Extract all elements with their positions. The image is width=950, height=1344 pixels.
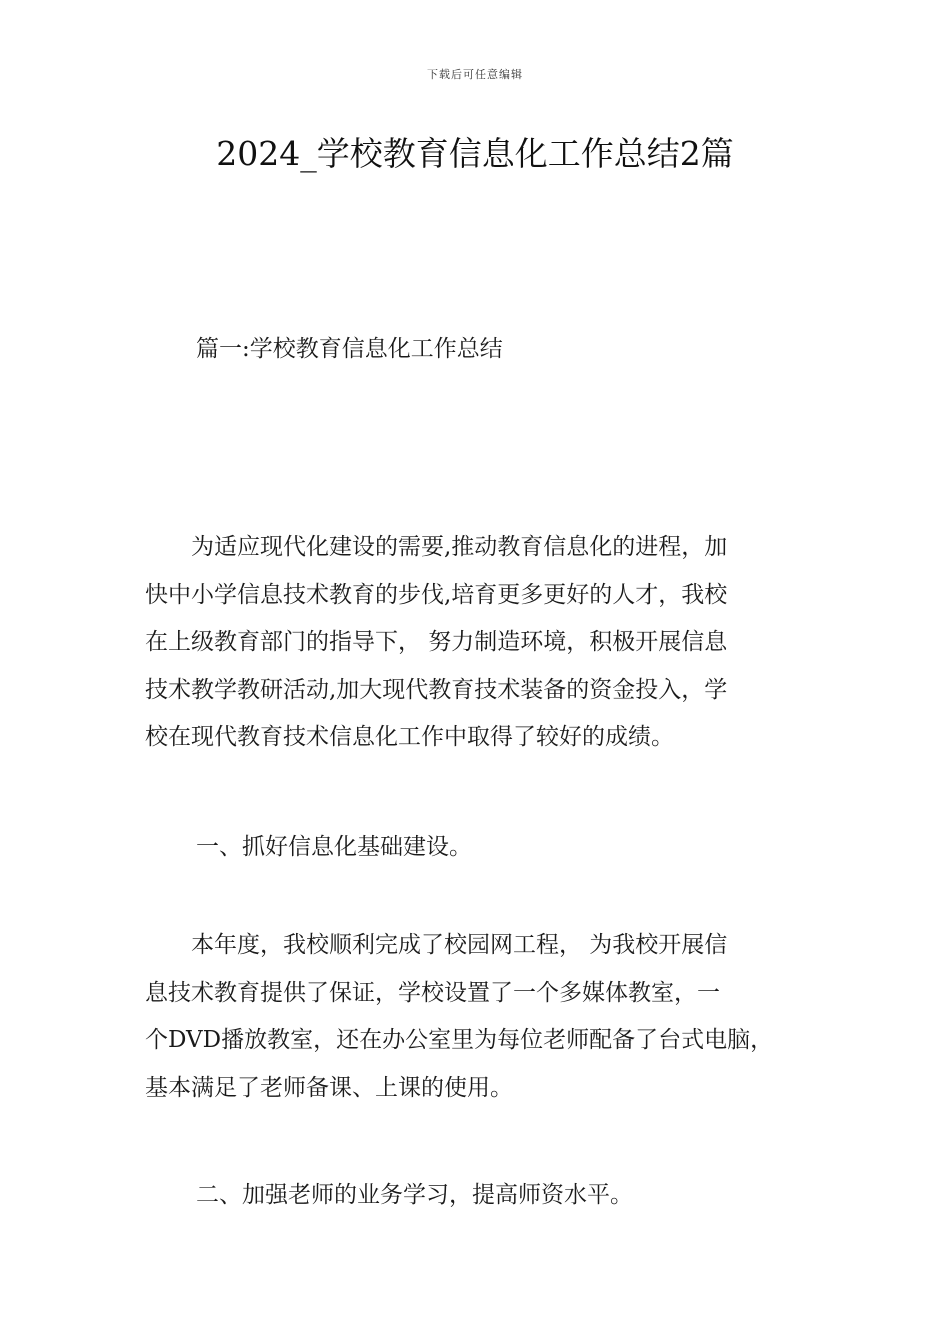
paragraph-line: 快中小学信息技术教育的步伐,培育更多更好的人才，我校: [145, 581, 728, 608]
part-heading: 篇一:学校教育信息化工作总结: [196, 336, 503, 362]
paragraph-line: 在上级教育部门的指导下， 努力制造环境，积极开展信息: [145, 629, 728, 655]
section-one-paragraph: [145, 922, 825, 1112]
paragraph-line: 技术教学教研活动,加大现代教育技术装备的资金投入，学: [145, 676, 728, 703]
paragraph-line: 个DVD播放教室，还在办公室里为每位老师配备了台式电脑，: [145, 1027, 774, 1053]
section-one-heading: 一、抓好信息化基础建设。: [196, 834, 472, 860]
section-two-heading: 二、加强老师的业务学习，提高师资水平。: [196, 1182, 633, 1208]
document-title: 2024_学校教育信息化工作总结2篇: [216, 134, 734, 173]
paragraph-line: 校在现代教育技术信息化工作中取得了较好的成绩。: [145, 724, 674, 750]
header-note: 下载后可任意编辑: [427, 68, 523, 81]
paragraph-line: 本年度，我校顺利完成了校园网工程， 为我校开展信: [145, 932, 728, 958]
paragraph-line: 基本满足了老师备课、上课的使用。: [145, 1074, 513, 1101]
paragraph-line: 为适应现代化建设的需要,推动教育信息化的进程，加: [145, 534, 728, 560]
intro-paragraph: [145, 524, 825, 762]
paragraph-line: 息技术教育提供了保证，学校设置了一个多媒体教室，一: [145, 979, 720, 1006]
